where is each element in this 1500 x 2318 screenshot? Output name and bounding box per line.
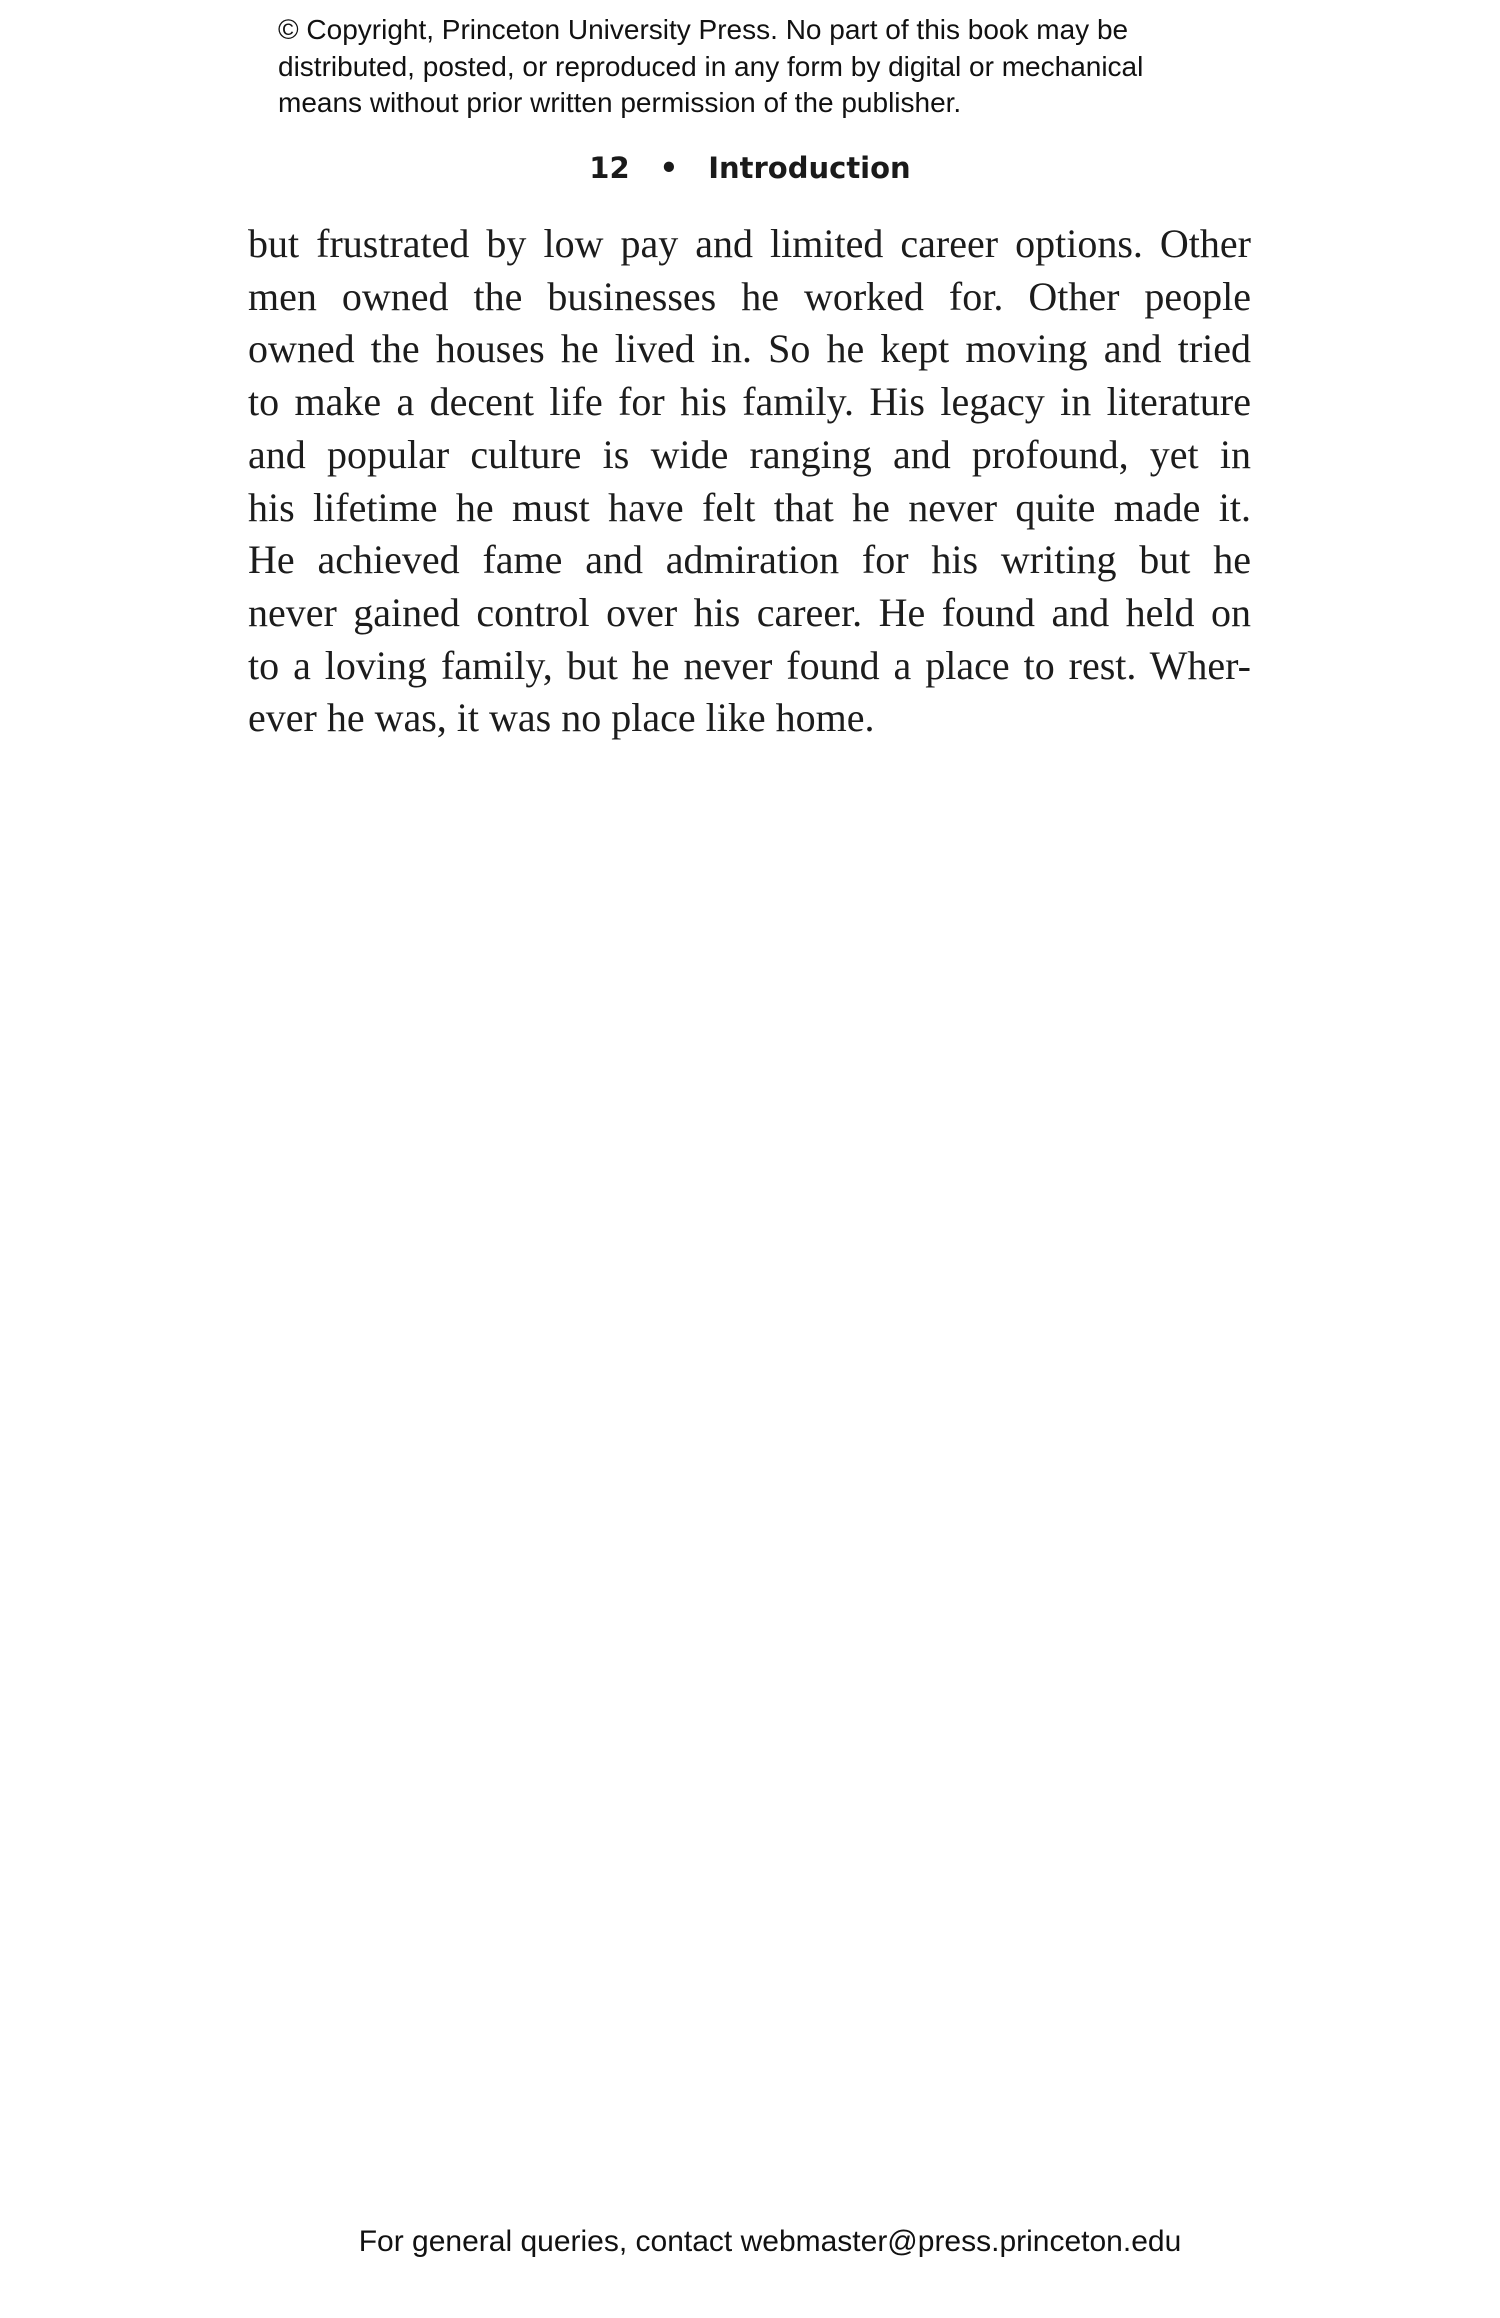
copyright-line: distributed, posted, or reproduced in any form by digital or mechanical <box>278 50 1144 82</box>
text-line: men owned the businesses he worked for. Other people <box>248 273 1251 319</box>
copyright-line: © Copyright, Princeton University Press. No part of this book may be <box>278 14 1129 45</box>
text-line: and popular culture is wide ranging and profound, yet in <box>248 431 1251 477</box>
body-paragraph <box>248 218 1251 745</box>
text-line: ever he was, it was no place like home. <box>248 695 875 741</box>
running-head <box>0 146 1500 190</box>
text-line: He achieved fame and admiration for his writing but he <box>248 537 1251 583</box>
copyright-notice <box>278 12 1278 122</box>
bullet-separator: • <box>659 151 679 185</box>
page-number: 12 <box>589 151 630 185</box>
section-title: Introduction <box>708 151 911 185</box>
text-line: but frustrated by low pay and limited career options. Other <box>248 221 1251 266</box>
copyright-line: means without prior written permission of the publisher. <box>278 87 962 118</box>
text-line: his lifetime he must have felt that he never quite made it. <box>248 484 1251 530</box>
text-line: to a loving family, but he never found a place to rest. Wher- <box>248 642 1251 688</box>
text-line: to make a decent life for his family. His legacy in literature <box>248 379 1251 425</box>
text-line: owned the houses he lived in. So he kept moving and tried <box>248 326 1251 372</box>
footer-contact: For general queries, contact webmaster@press.princeton.edu <box>358 2225 1182 2258</box>
text-line: never gained control over his career. He found and held on <box>248 589 1251 635</box>
